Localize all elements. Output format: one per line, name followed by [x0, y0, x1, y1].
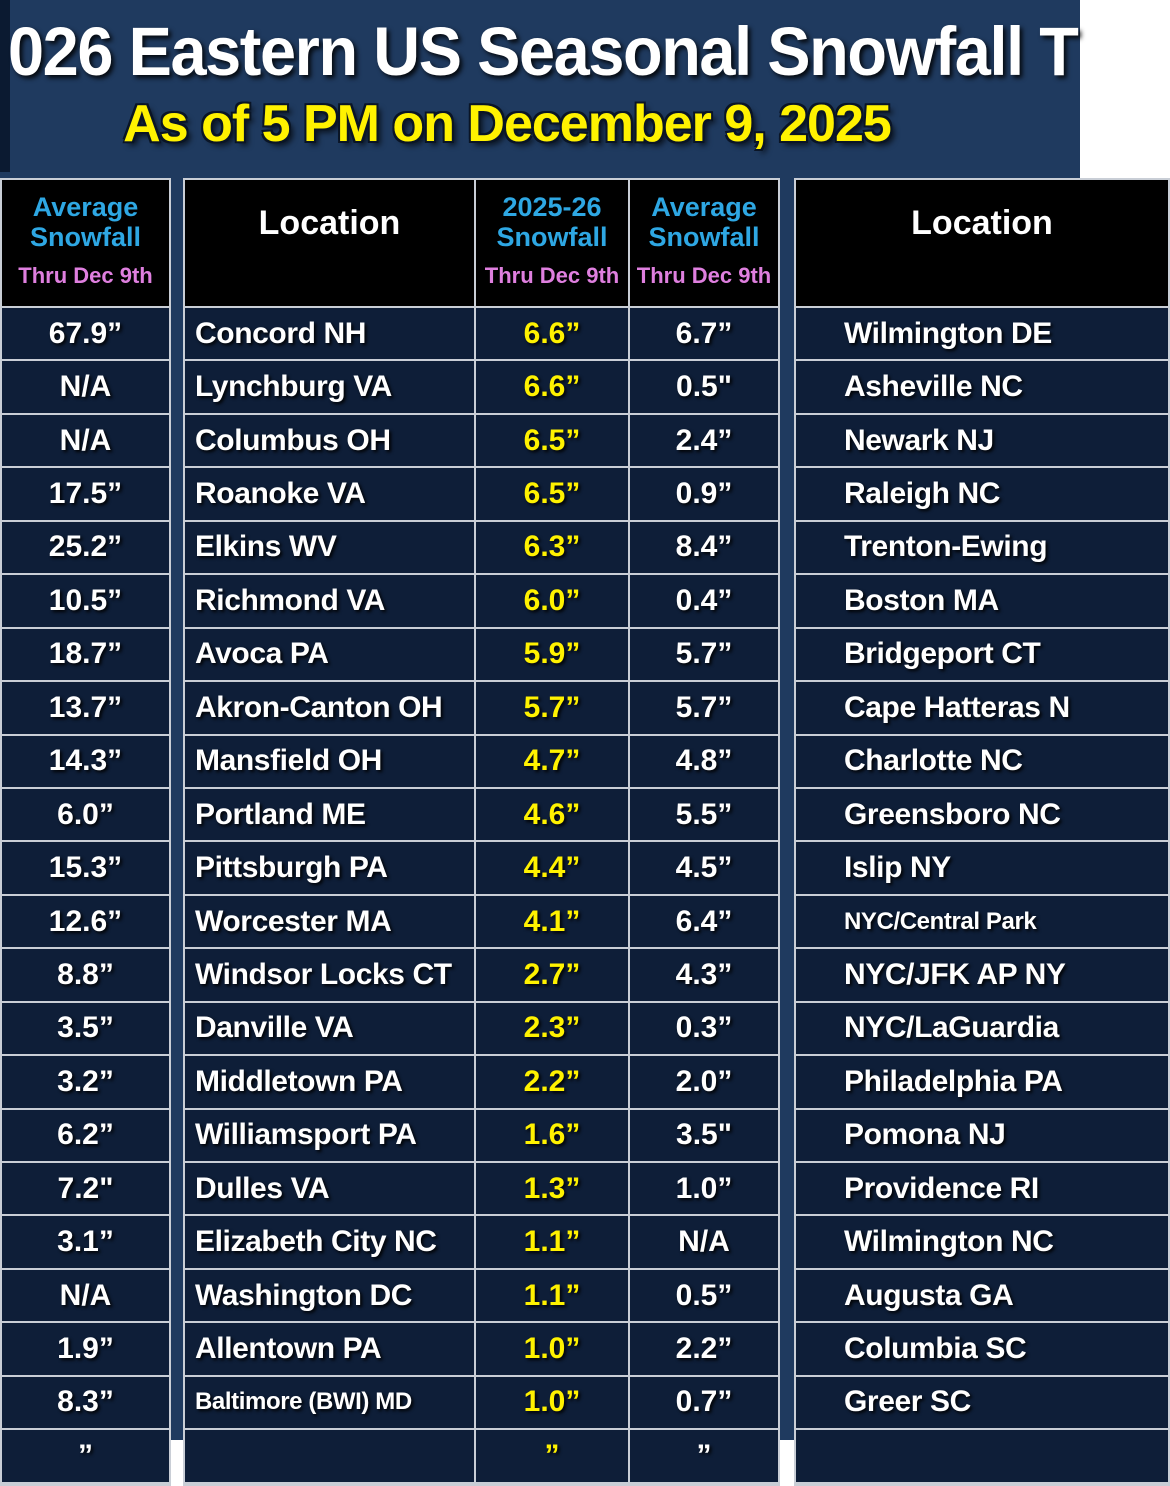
page-title: 026 Eastern US Seasonal Snowfall T — [8, 13, 1078, 90]
average-snowfall-cell: 14.3” — [0, 736, 169, 789]
location-cell: NYC/JFK AP NY — [796, 949, 1168, 1002]
average-snowfall-cell: 1.9” — [0, 1323, 169, 1376]
average-snowfall-cell: 0.7” — [628, 1377, 778, 1430]
page-subtitle: As of 5 PM on December 9, 2025 — [123, 95, 891, 153]
average-snowfall-cell: 2.4” — [628, 415, 778, 468]
average-snowfall-cell: 1.0” — [628, 1163, 778, 1216]
average-snowfall-cell: 0.4” — [628, 575, 778, 628]
column-subheader-thru-dec: Thru Dec 9th — [636, 263, 772, 289]
average-snowfall-cell-partial: ” — [628, 1430, 778, 1483]
location-cell: Richmond VA — [185, 575, 474, 628]
season-snowfall-cell: 2.7” — [474, 949, 628, 1002]
average-snowfall-cell: 0.9” — [628, 468, 778, 521]
season-snowfall-cell: 4.4” — [474, 842, 628, 895]
location-cell: Raleigh NC — [796, 468, 1168, 521]
snowfall-table-right-partial-group — [794, 178, 1170, 1486]
average-snowfall-cell: 25.2” — [0, 522, 169, 575]
location-cell-partial — [185, 1430, 474, 1483]
header-label-line1: Average — [651, 192, 757, 222]
season-snowfall-cell: 1.0” — [474, 1377, 628, 1430]
header-label-line2: Snowfall — [496, 222, 608, 253]
season-snowfall-cell: 1.0” — [474, 1323, 628, 1376]
location-cell: Wilmington NC — [796, 1216, 1168, 1269]
average-snowfall-cell: 18.7” — [0, 629, 169, 682]
season-snowfall-cell: 5.7” — [474, 682, 628, 735]
location-cell: Greensboro NC — [796, 789, 1168, 842]
location-cell: Providence RI — [796, 1163, 1168, 1216]
location-cell: Allentown PA — [185, 1323, 474, 1376]
season-snowfall-cell: 6.5” — [474, 415, 628, 468]
location-cell: Dulles VA — [185, 1163, 474, 1216]
average-snowfall-cell: 8.4” — [628, 522, 778, 575]
average-snowfall-cell: 17.5” — [0, 468, 169, 521]
season-snowfall-cell: 4.7” — [474, 736, 628, 789]
average-snowfall-cell: 8.8” — [0, 949, 169, 1002]
season-snowfall-cell: 2.3” — [474, 1003, 628, 1056]
location-cell: Danville VA — [185, 1003, 474, 1056]
location-cell: Wilmington DE — [796, 308, 1168, 361]
season-snowfall-cell: 6.5” — [474, 468, 628, 521]
location-cell: Islip NY — [796, 842, 1168, 895]
season-snowfall-cell: 4.1” — [474, 896, 628, 949]
average-snowfall-cell: 0.5” — [628, 1270, 778, 1323]
average-snowfall-cell: 12.6” — [0, 896, 169, 949]
season-snowfall-cell: 1.3” — [474, 1163, 628, 1216]
location-cell: Worcester MA — [185, 896, 474, 949]
average-snowfall-cell: 3.5" — [628, 1110, 778, 1163]
average-snowfall-cell: 4.8” — [628, 736, 778, 789]
location-cell: Asheville NC — [796, 361, 1168, 414]
location-cell: Pittsburgh PA — [185, 842, 474, 895]
average-snowfall-cell: 3.5” — [0, 1003, 169, 1056]
average-snowfall-cell: 13.7” — [0, 682, 169, 735]
season-snowfall-cell: 1.1” — [474, 1270, 628, 1323]
location-cell: Avoca PA — [185, 629, 474, 682]
average-snowfall-cell: N/A — [0, 1270, 169, 1323]
location-cell: Boston MA — [796, 575, 1168, 628]
snowfall-table-main-group — [183, 178, 780, 1486]
location-cell: Portland ME — [185, 789, 474, 842]
average-snowfall-cell: 3.2” — [0, 1056, 169, 1109]
location-cell: Roanoke VA — [185, 468, 474, 521]
season-snowfall-cell: 4.6” — [474, 789, 628, 842]
location-cell: Elizabeth City NC — [185, 1216, 474, 1269]
location-cell-partial — [796, 1430, 1168, 1483]
location-cell: Newark NJ — [796, 415, 1168, 468]
location-cell: Middletown PA — [185, 1056, 474, 1109]
column-header-location — [185, 180, 474, 308]
average-snowfall-cell: 0.5" — [628, 361, 778, 414]
season-snowfall-cell: 5.9” — [474, 629, 628, 682]
season-snowfall-cell: 1.6” — [474, 1110, 628, 1163]
average-snowfall-cell: 2.0” — [628, 1056, 778, 1109]
location-cell: Bridgeport CT — [796, 629, 1168, 682]
column-header-location — [796, 180, 1168, 308]
location-cell: Columbus OH — [185, 415, 474, 468]
location-cell: NYC/LaGuardia — [796, 1003, 1168, 1056]
location-cell: Augusta GA — [796, 1270, 1168, 1323]
average-snowfall-cell: 6.7” — [628, 308, 778, 361]
average-snowfall-cell: 5.5” — [628, 789, 778, 842]
season-snowfall-cell: 1.1” — [474, 1216, 628, 1269]
average-snowfall-cell: 6.0” — [0, 789, 169, 842]
header-label-line1: Average — [32, 192, 139, 222]
header-label-line2: Snowfall — [648, 222, 760, 253]
location-cell: Mansfield OH — [185, 736, 474, 789]
location-cell: Cape Hatteras N — [796, 682, 1168, 735]
column-header-average-snowfall — [0, 180, 169, 308]
average-snowfall-cell: 3.1” — [0, 1216, 169, 1269]
average-snowfall-cell: 67.9” — [0, 308, 169, 361]
average-snowfall-cell: N/A — [0, 361, 169, 414]
average-snowfall-cell: 2.2” — [628, 1323, 778, 1376]
column-subheader-thru-dec: Thru Dec 9th — [18, 263, 153, 289]
average-snowfall-cell: 8.3” — [0, 1377, 169, 1430]
header-label-location: Location — [258, 204, 401, 242]
average-snowfall-cell: 6.4” — [628, 896, 778, 949]
average-snowfall-cell: 6.2” — [0, 1110, 169, 1163]
header-label-line1: 2025-26 — [502, 192, 602, 222]
location-cell: Lynchburg VA — [185, 361, 474, 414]
average-snowfall-cell: 10.5” — [0, 575, 169, 628]
average-snowfall-cell: 7.2" — [0, 1163, 169, 1216]
location-cell: Baltimore (BWI) MD — [185, 1377, 474, 1430]
column-header-season-snowfall — [474, 180, 628, 308]
location-cell: Trenton-Ewing — [796, 522, 1168, 575]
location-cell: Philadelphia PA — [796, 1056, 1168, 1109]
location-cell: Akron-Canton OH — [185, 682, 474, 735]
location-cell: Concord NH — [185, 308, 474, 361]
location-cell: Washington DC — [185, 1270, 474, 1323]
average-snowfall-cell: N/A — [0, 415, 169, 468]
season-snowfall-cell: 6.3” — [474, 522, 628, 575]
location-cell: Greer SC — [796, 1377, 1168, 1430]
average-snowfall-cell-partial: ” — [0, 1430, 169, 1483]
location-cell: Charlotte NC — [796, 736, 1168, 789]
location-cell: Williamsport PA — [185, 1110, 474, 1163]
season-snowfall-cell: 6.6” — [474, 361, 628, 414]
column-subheader-thru-dec: Thru Dec 9th — [484, 263, 620, 289]
season-snowfall-cell-partial: ” — [474, 1430, 628, 1483]
average-snowfall-cell: N/A — [628, 1216, 778, 1269]
location-cell: Elkins WV — [185, 522, 474, 575]
season-snowfall-cell: 6.0” — [474, 575, 628, 628]
average-snowfall-cell: 5.7” — [628, 629, 778, 682]
season-snowfall-cell: 2.2” — [474, 1056, 628, 1109]
location-cell: Pomona NJ — [796, 1110, 1168, 1163]
header-label-location: Location — [911, 204, 1053, 242]
average-snowfall-cell: 4.3” — [628, 949, 778, 1002]
snowfall-table-left-partial-group — [0, 178, 171, 1486]
location-cell: NYC/Central Park — [796, 896, 1168, 949]
average-snowfall-cell: 15.3” — [0, 842, 169, 895]
average-snowfall-cell: 5.7” — [628, 682, 778, 735]
season-snowfall-cell: 6.6” — [474, 308, 628, 361]
average-snowfall-cell: 0.3” — [628, 1003, 778, 1056]
location-cell: Columbia SC — [796, 1323, 1168, 1376]
average-snowfall-cell: 4.5” — [628, 842, 778, 895]
location-cell: Windsor Locks CT — [185, 949, 474, 1002]
header-label-line2: Snowfall — [29, 222, 141, 253]
column-header-average-snowfall — [628, 180, 778, 308]
